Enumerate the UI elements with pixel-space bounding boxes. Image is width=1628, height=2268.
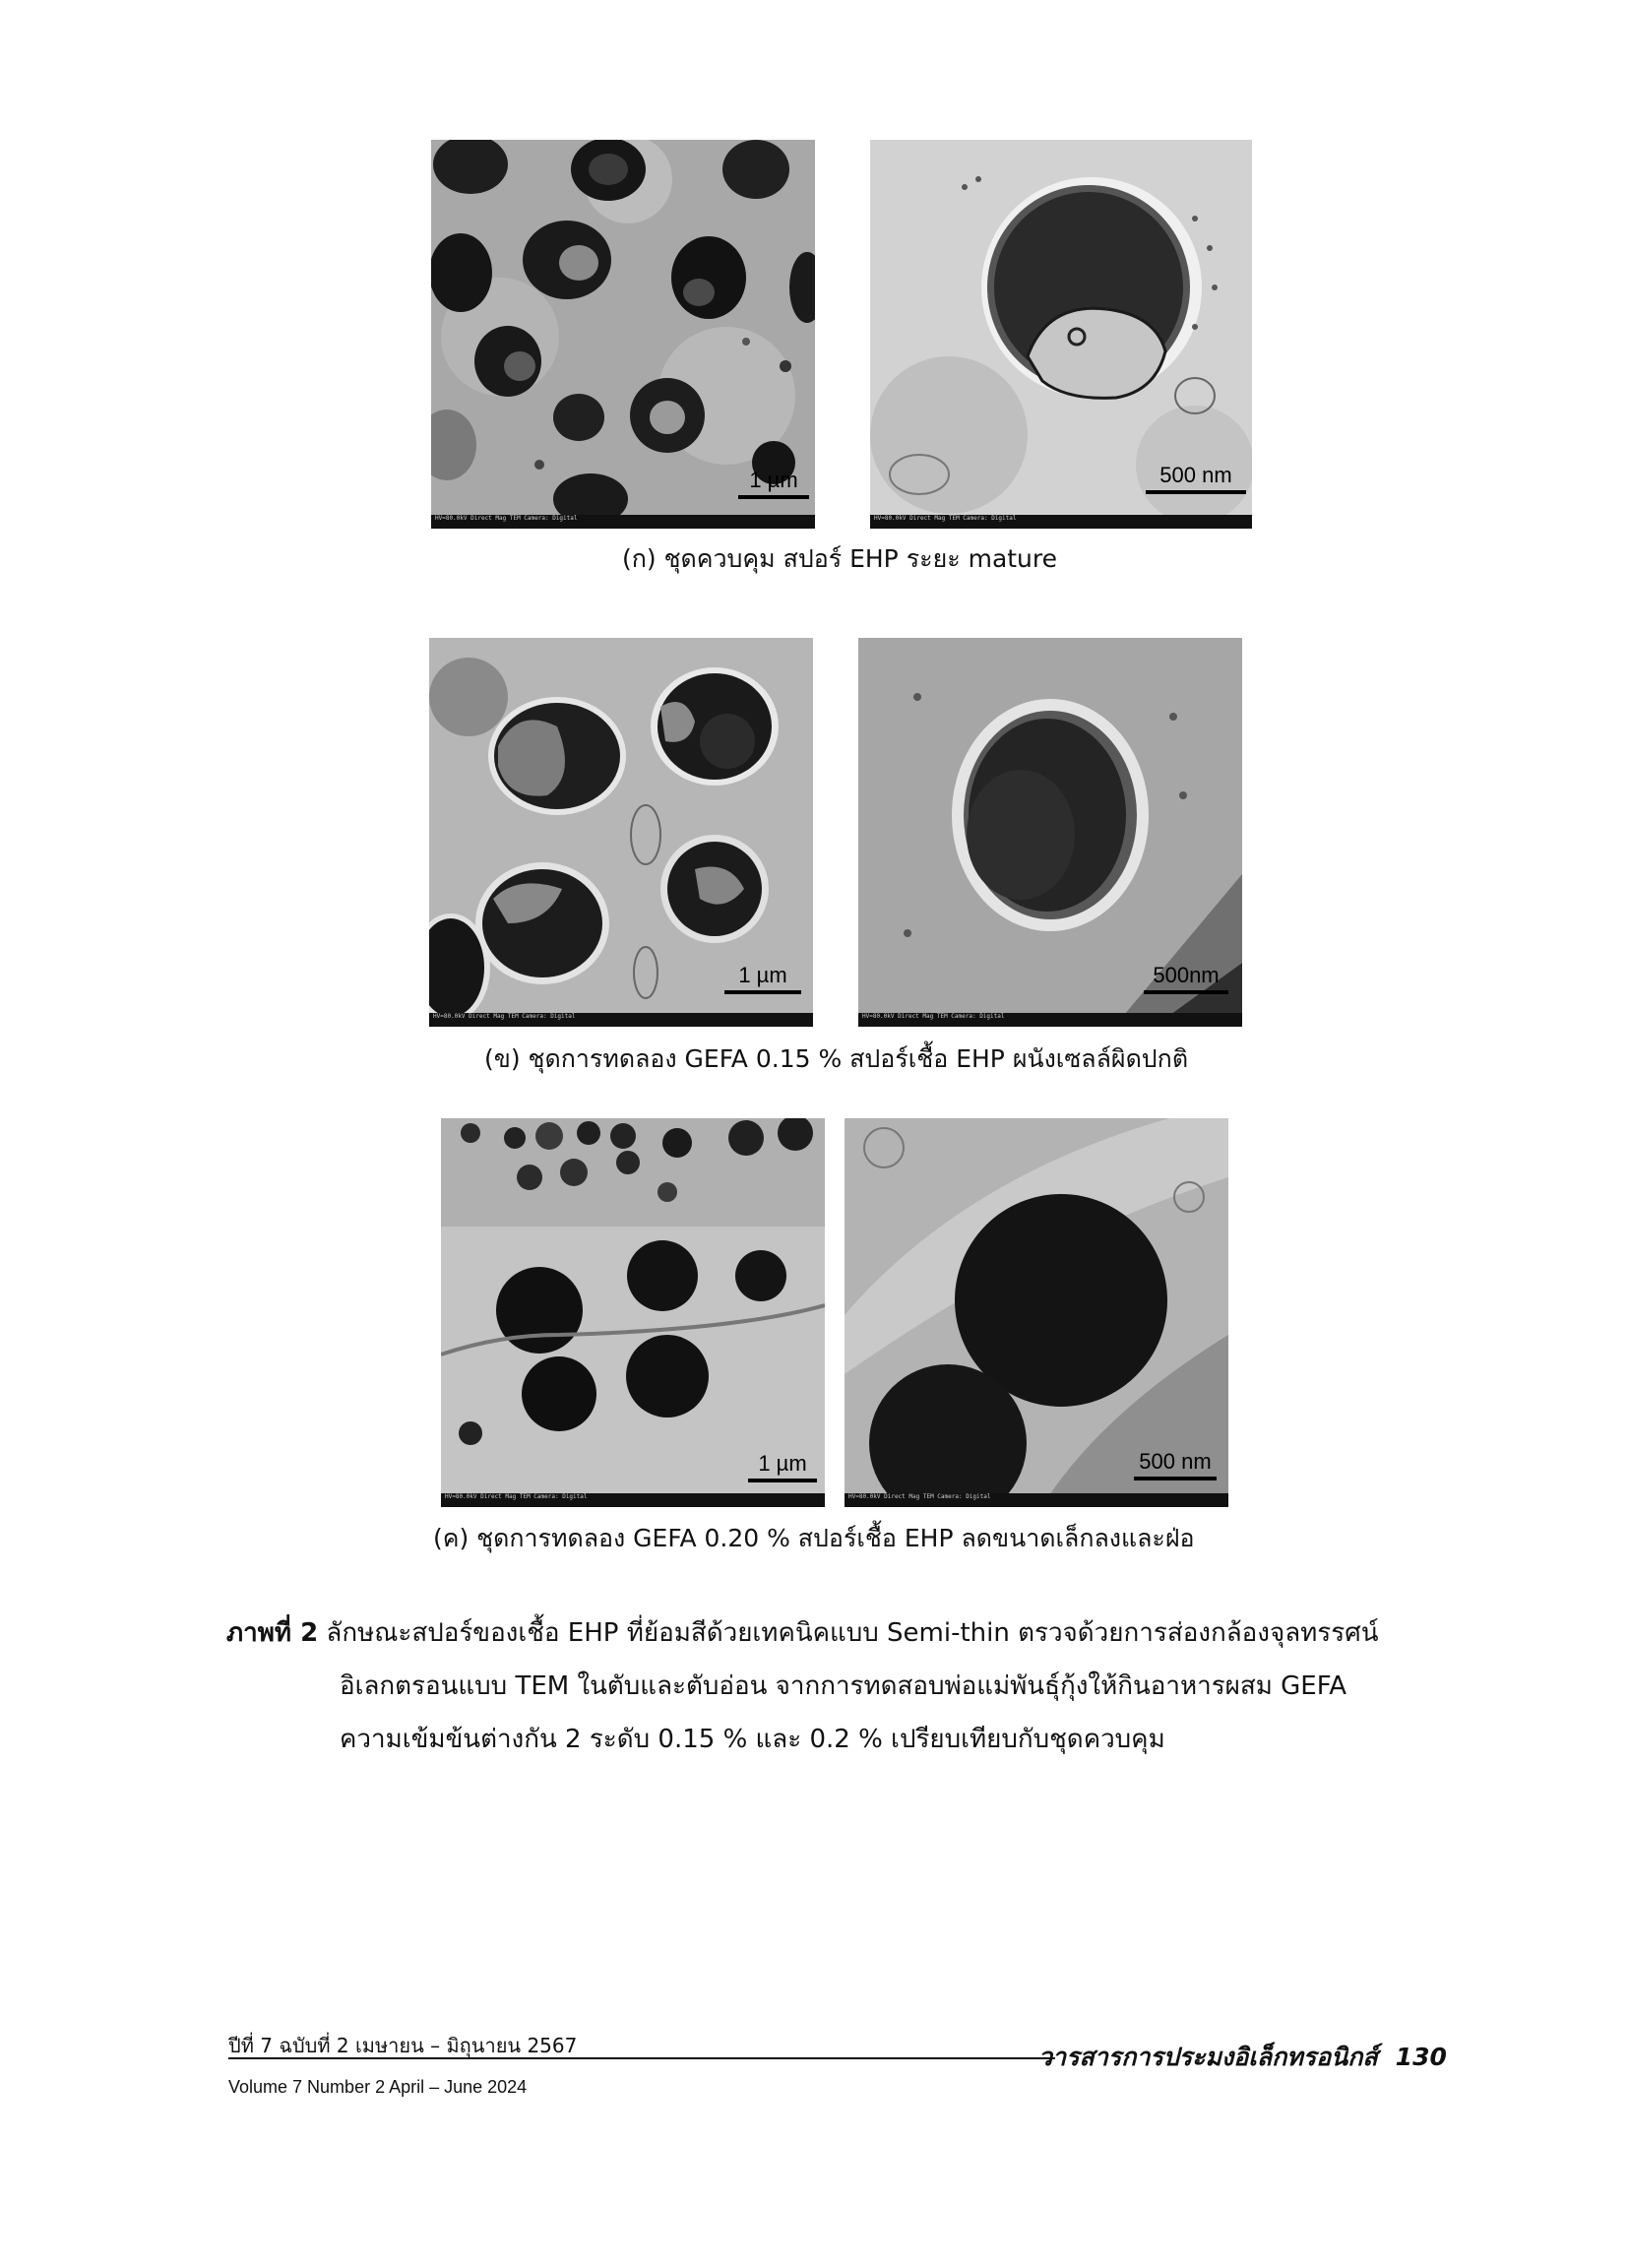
scale-bar-line	[1144, 990, 1228, 994]
tem-image-b-right	[858, 638, 1242, 1027]
footer-journal	[1038, 2038, 1447, 2077]
scale-bar-line	[748, 1479, 817, 1482]
scale-bar	[724, 963, 801, 994]
scale-bar-label: 1 µm	[738, 963, 787, 987]
scale-bar-line	[724, 990, 801, 994]
tem-info-strip: HV=80.0kV Direct Mag TEM Camera: Digital	[845, 1493, 1228, 1507]
scale-bar	[1146, 463, 1246, 494]
figure-legend-line-2: อิเลกตรอนแบบ TEM ในตับและตับอ่อน จากการทดสอบพ่อแม่พันธุ์กุ้งให้กินอาหารผสม GEFA	[340, 1671, 1347, 1701]
figure-legend	[226, 1606, 1506, 1766]
scale-bar	[1144, 963, 1228, 994]
tem-image-c-right	[845, 1118, 1228, 1507]
scale-bar-label: 500 nm	[1139, 1449, 1212, 1474]
page-number: 130	[1395, 2043, 1447, 2071]
tem-info-strip: HV=80.0kV Direct Mag TEM Camera: Digital	[431, 515, 815, 529]
scale-bar-label: 500 nm	[1159, 463, 1232, 487]
tem-image-b-left	[429, 638, 813, 1027]
scale-bar	[748, 1451, 817, 1482]
scale-bar-label: 1 µm	[749, 468, 798, 492]
footer-issue-thai: ปีที่ 7 ฉบับที่ 2 เมษายน – มิถุนายน 2567	[228, 2034, 578, 2057]
tem-info-strip: HV=80.0kV Direct Mag TEM Camera: Digital	[858, 1013, 1242, 1027]
figure-legend-line-3: ความเข้มข้นต่างกัน 2 ระดับ 0.15 % และ 0.2 % เปรียบเทียบกับชุดควบคุม	[340, 1725, 1165, 1754]
footer-issue-english: Volume 7 Number 2 April – June 2024	[228, 2077, 528, 2097]
caption-a: (ก) ชุดควบคุม สปอร์ EHP ระยะ mature	[622, 544, 1058, 573]
figure-number: ภาพที่ 2	[226, 1618, 319, 1648]
caption-c: (ค) ชุดการทดลอง GEFA 0.20 % สปอร์เชื้อ EHP ลดขนาดเล็กลงและฝ่อ	[433, 1524, 1195, 1552]
tem-image-a-right	[870, 140, 1252, 529]
scale-bar	[738, 468, 809, 499]
scale-bar-line	[738, 495, 809, 499]
scale-bar	[1134, 1449, 1217, 1480]
tem-image-c-left	[441, 1118, 825, 1507]
scale-bar-label: 1 µm	[758, 1451, 807, 1476]
caption-b: (ข) ชุดการทดลอง GEFA 0.15 % สปอร์เชื้อ EHP ผนังเซลล์ผิดปกติ	[484, 1044, 1189, 1073]
tem-info-strip: HV=80.0kV Direct Mag TEM Camera: Digital	[870, 515, 1252, 529]
figure-legend-line-1: ลักษณะสปอร์ของเชื้อ EHP ที่ย้อมสีด้วยเทคนิคแบบ Semi-thin ตรวจด้วยการส่องกล้องจุลทรรศน์	[318, 1618, 1379, 1648]
tem-info-strip: HV=80.0kV Direct Mag TEM Camera: Digital	[441, 1493, 825, 1507]
scale-bar-line	[1146, 490, 1246, 494]
scale-bar-label: 500nm	[1153, 963, 1220, 987]
tem-info-strip: HV=80.0kV Direct Mag TEM Camera: Digital	[429, 1013, 813, 1027]
tem-image-a-left	[431, 140, 815, 529]
scale-bar-line	[1134, 1477, 1217, 1480]
journal-name: วารสารการประมงอิเล็กทรอนิกส์	[1038, 2043, 1378, 2071]
footer-rule	[228, 2057, 1055, 2059]
